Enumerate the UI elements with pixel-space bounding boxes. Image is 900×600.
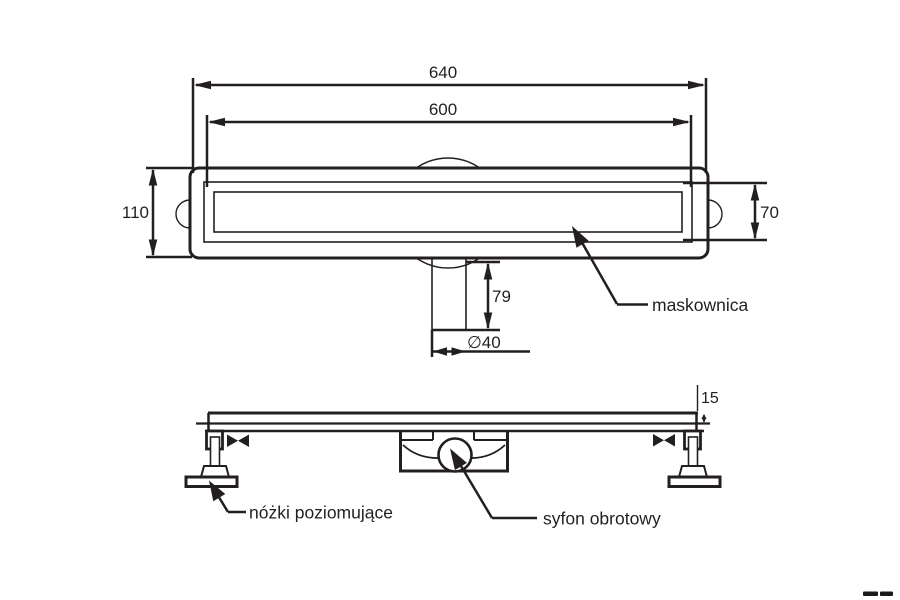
rotation-arc-right [468, 445, 505, 458]
arrowhead-up [149, 169, 158, 186]
right-side-knockout [708, 200, 722, 228]
arrowhead-down [149, 240, 158, 257]
dim-70-value: 70 [760, 203, 779, 222]
dim-15 [698, 385, 719, 423]
wingnut-right-icon [653, 434, 675, 447]
arrowhead-right [688, 81, 705, 90]
dim-110-value: 110 [121, 203, 149, 222]
arrowhead-down [484, 313, 493, 330]
leader-siphon [450, 449, 661, 529]
dim-79-value: 79 [492, 287, 511, 306]
leveling-foot-right [669, 431, 720, 487]
left-side-knockout [176, 200, 190, 228]
arrowhead-up [484, 263, 493, 280]
arrowhead-left [433, 347, 447, 356]
cover-label: maskownica [652, 295, 749, 315]
dim-diameter-40 [432, 330, 530, 357]
channel-profile [196, 413, 710, 431]
dim-640-value: 640 [428, 63, 458, 82]
dim-600-value: 600 [428, 100, 458, 119]
arrowhead-left [194, 81, 211, 90]
dim-diameter-value: ∅40 [467, 333, 501, 352]
feet-label: nóżki poziomujące [249, 502, 393, 523]
rotation-arc-left [403, 445, 441, 458]
siphon-label: syfon obrotowy [543, 508, 661, 529]
arrowhead-down [702, 418, 707, 423]
arrowhead-up [751, 184, 760, 201]
top-view [122, 63, 779, 357]
signature-mark [863, 592, 893, 597]
side-view [186, 385, 720, 529]
arrowhead-down [751, 223, 760, 240]
arrowhead-right [673, 118, 690, 127]
arrowhead-left [208, 118, 225, 127]
dim-15-value: 15 [701, 390, 719, 407]
dim-110 [122, 168, 192, 257]
arrowhead-right [452, 347, 466, 356]
dim-79 [466, 262, 511, 330]
wingnut-left-icon [227, 435, 249, 448]
